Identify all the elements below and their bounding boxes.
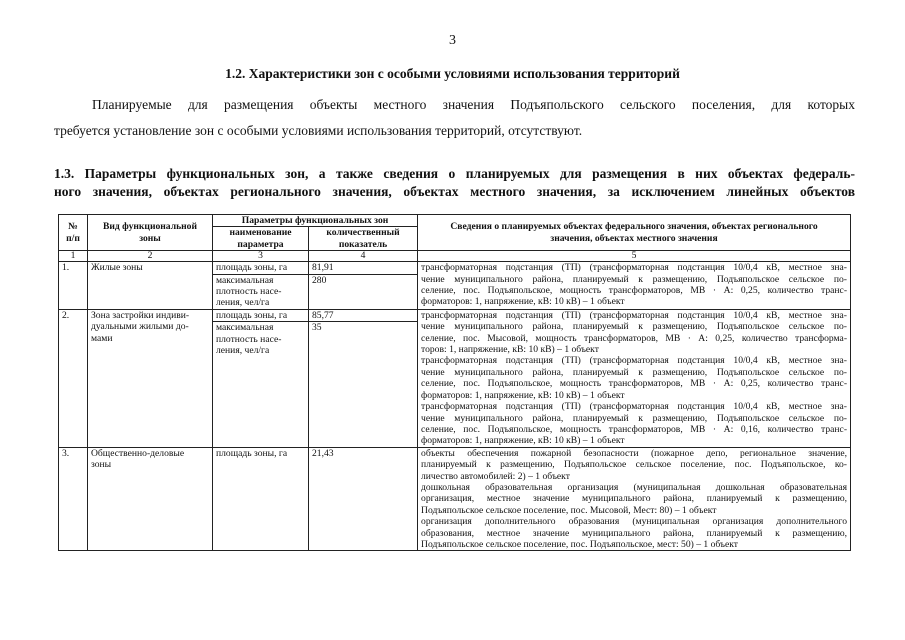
column-number: 5 — [418, 251, 851, 262]
objects-cell: трансформаторная подстанция (ТП) (трансформаторная подстанция 10/0,4 кВ, местное зна- чение муниципального района, планируемый к размещению, Подъяпольское сельское по- селение, пос. Подъяпольское, мощность трансформаторов, МВ · А: 0,25, количество транс- форматоров: 1, напряжение, кВ: 10 кВ) – 1 объект — [418, 262, 851, 310]
table-row — [59, 262, 851, 310]
param-names — [213, 262, 309, 310]
row-num: 3. — [59, 447, 88, 551]
zone-name: Общественно-деловые зоны — [88, 447, 213, 551]
table-row — [59, 447, 851, 551]
page-number: 3 — [449, 33, 456, 48]
param-value: 280 — [312, 274, 327, 286]
column-number-row — [59, 251, 851, 262]
header-zone-type: Вид функциональной зоны — [88, 215, 213, 251]
param-value: 85,77 — [309, 310, 417, 322]
section-1-2-paragraph-line-2: требуется установление зон с особыми условиями использования территорий, отсутствуют. — [54, 123, 583, 138]
header-param-value: количественный показатель — [309, 227, 418, 251]
zone-name: Зона застройки индиви- дуальными жилыми до- мами — [88, 309, 213, 447]
param-name: площадь зоны, га — [213, 310, 308, 322]
row-num: 1. — [59, 262, 88, 310]
header-params: Параметры функциональных зон — [213, 215, 418, 227]
objects-cell: объекты обеспечения пожарной безопасности (пожарное депо, региональное значение, планируемый к размещению, Подъяпольское сельское поселение, пос. Подъяпольское, ко- личество автомобилей: 2) – 1 объект дошкольная образовательная организация (муниципальная дошкольная образовательная организация, местное значение муниципального района, планируемый к размещению, Подъяпольское сельское поселение, пос. Мысовой, Мест: 80) – 1 объект организация дополнительного образования (муниципальная организация дополнительного образования, местное значение муниципального района, планируемый к размещению, Подъяпольское сельское поселение, пос. Подъяпольское, мест: 50) – 1 объект — [418, 447, 851, 551]
header-param-name: наименование параметра — [213, 227, 309, 251]
section-1-3-title-line-2: ного значения, объектах регионального значения, объектах местного значения, за исключением линейных объектов — [54, 184, 855, 199]
column-number: 1 — [59, 251, 88, 262]
section-1-3-title — [54, 165, 855, 201]
header-objects: Сведения о планируемых объектах федерального значения, объектах регионального значения, объектах местного значения — [418, 215, 851, 251]
param-names — [213, 309, 309, 447]
objects-cell: трансформаторная подстанция (ТП) (трансформаторная подстанция 10/0,4 кВ, местное зна- чение муниципального района, планируемый к размещению, Подъяпольское сельское по- селение, пос. Мысовой, мощность трансформаторов, МВ · А: 0,25, количество трансформа- торов: 1, напряжение, кВ: 10 кВ) – 1 объект трансформаторная подстанция (ТП) (трансформаторная подстанция 10/0,4 кВ, местное зна- чение муниципального района, планируемый к размещению, Подъяпольское сельское по- селение, пос. Подъяпольское, мощность трансформаторов, МВ · А: 0,25, количество транс- форматоров: 1, напряжение, кВ: 10 кВ) – 1 объект трансформаторная подстанция (ТП) (трансформаторная подстанция 10/0,4 кВ, местное зна- чение муниципального района, планируемый к размещению, Подъяпольское сельское по- селение, пос. Подъяпольское, мощность трансформаторов, МВ · А: 0,16, количество транс- форматоров: 1, напряжение, кВ: 10 кВ) – 1 объект — [418, 309, 851, 447]
param-name: максимальная плотность насе- ления, чел/га — [216, 322, 282, 357]
section-1-2-title: 1.2. Характеристики зон с особыми условиями использования территорий — [225, 66, 680, 81]
param-name: площадь зоны, га — [213, 262, 308, 274]
param-values — [309, 309, 418, 447]
section-1-2-paragraph-line-1: Планируемые для размещения объекты местного значения Подъяпольского сельского поселения, для которых — [92, 97, 855, 112]
param-value: 21,43 — [309, 447, 418, 551]
param-value: 81,91 — [309, 262, 417, 274]
zones-table — [58, 214, 851, 551]
param-name: максимальная плотность насе- ления, чел/га — [216, 274, 282, 309]
column-number: 4 — [309, 251, 418, 262]
param-values — [309, 262, 418, 310]
param-name: площадь зоны, га — [213, 447, 309, 551]
column-number: 2 — [88, 251, 213, 262]
section-1-3-title-line-1: 1.3. Параметры функциональных зон, а также сведения о планируемых для размещения в них объектах федераль- — [54, 166, 855, 181]
param-value: 35 — [312, 322, 322, 334]
row-num: 2. — [59, 309, 88, 447]
table-row — [59, 309, 851, 447]
zone-name: Жилые зоны — [88, 262, 213, 310]
header-num: № п/п — [59, 215, 88, 251]
column-number: 3 — [213, 251, 309, 262]
